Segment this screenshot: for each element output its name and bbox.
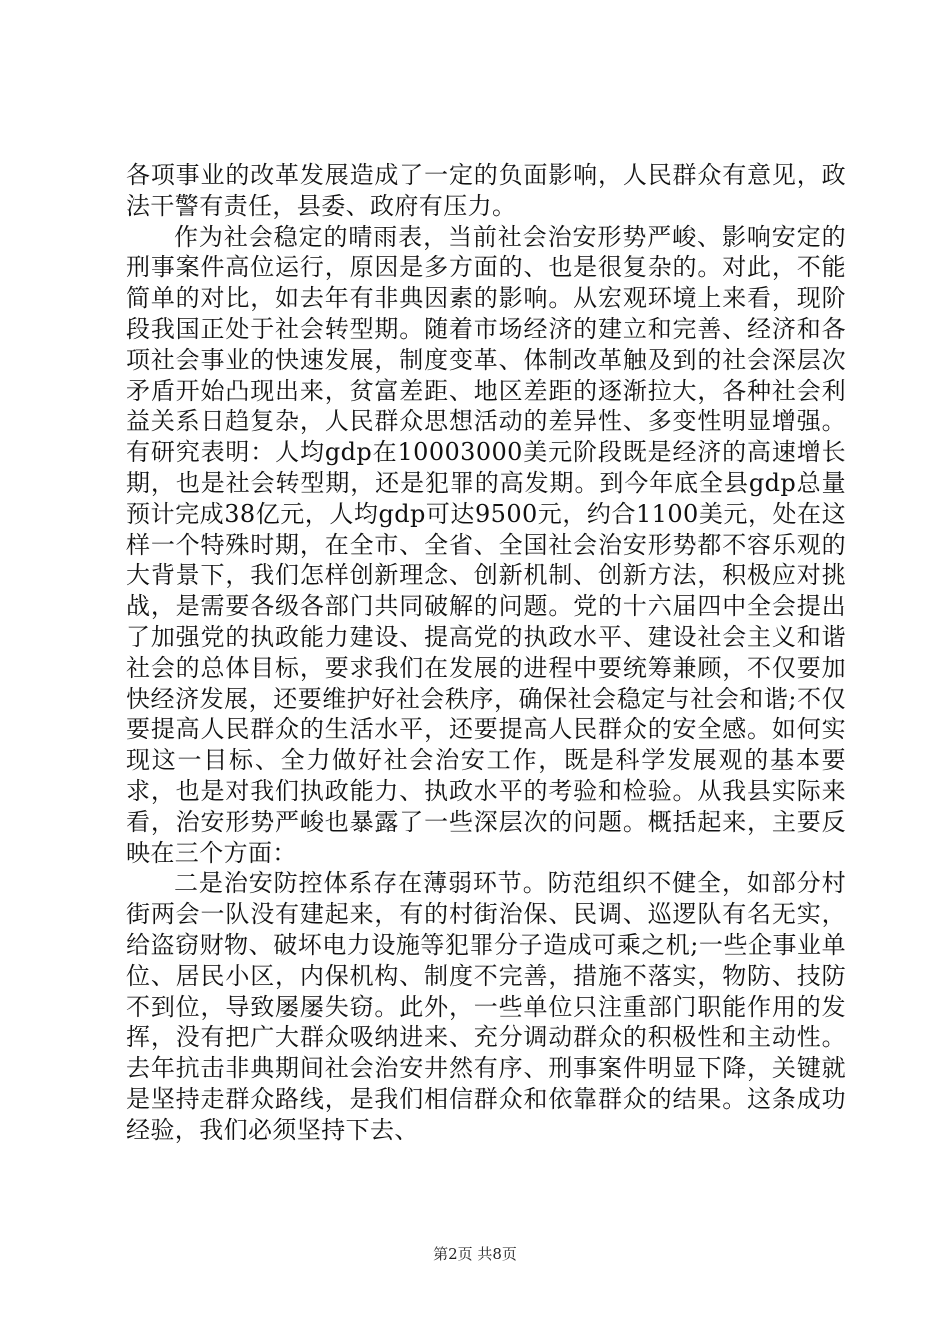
document-body [126,160,846,1146]
page-footer: 第2页 共8页 [433,1245,517,1263]
paragraph-1: 各项事业的改革发展造成了一定的负面影响，人民群众有意见，政法干警有责任，县委、政府有压力。 [126,161,846,220]
paragraph-3: 二是治安防控体系存在薄弱环节。防范组织不健全，如部分村街两会一队没有建起来，有的村街治保、民调、巡逻队有名无实，给盗窃财物、破坏电力设施等犯罪分子造成可乘之机;一些企事业单位、居民小区，内保机构、制度不完善，措施不落实，物防、技防不到位，导致屡屡失窃。此外，一些单位只注重部门职能作用的发挥，没有把广大群众吸纳进来、充分调动群众的积极性和主动性。去年抗击非典期间社会治安井然有序、刑事案件明显下降，关键就是坚持走群众路线，是我们相信群众和依靠群众的结果。这条成功经验，我们必须坚持下去、 [126,869,846,1144]
paragraph-2: 作为社会稳定的晴雨表，当前社会治安形势严峻、影响安定的刑事案件高位运行，原因是多方面的、也是很复杂的。对此，不能简单的对比，如去年有非典因素的影响。从宏观环境上来看，现阶段我国正处于社会转型期。随着市场经济的建立和完善、经济和各项社会事业的快速发展，制度变革、体制改革触及到的社会深层次矛盾开始凸现出来，贫富差距、地区差距的逐渐拉大，各种社会利益关系日趋复杂，人民群众思想活动的差异性、多变性明显增强。有研究表明：人均gdp在10003000美元阶段既是经济的高速增长期，也是社会转型期，还是犯罪的高发期。到今年底全县gdp总量预计完成38亿元，人均gdp可达9500元，约合1100美元，处在这样一个特殊时期，在全市、全省、全国社会治安形势都不容乐观的大背景下，我们怎样创新理念、创新机制、创新方法，积极应对挑战，是需要各级各部门共同破解的问题。党的十六届四中全会提出了加强党的执政能力建设、提高党的执政水平、建设社会主义和谐社会的总体目标，要求我们在发展的进程中要统筹兼顾，不仅要加快经济发展，还要维护好社会秩序，确保社会稳定与社会和谐;不仅要提高人民群众的生活水平，还要提高人民群众的安全感。如何实现这一目标、全力做好社会治安工作，既是科学发展观的基本要求，也是对我们执政能力、执政水平的考验和检验。从我县实际来看，治安形势严峻也暴露了一些深层次的问题。概括起来，主要反映在三个方面： [126,222,846,867]
